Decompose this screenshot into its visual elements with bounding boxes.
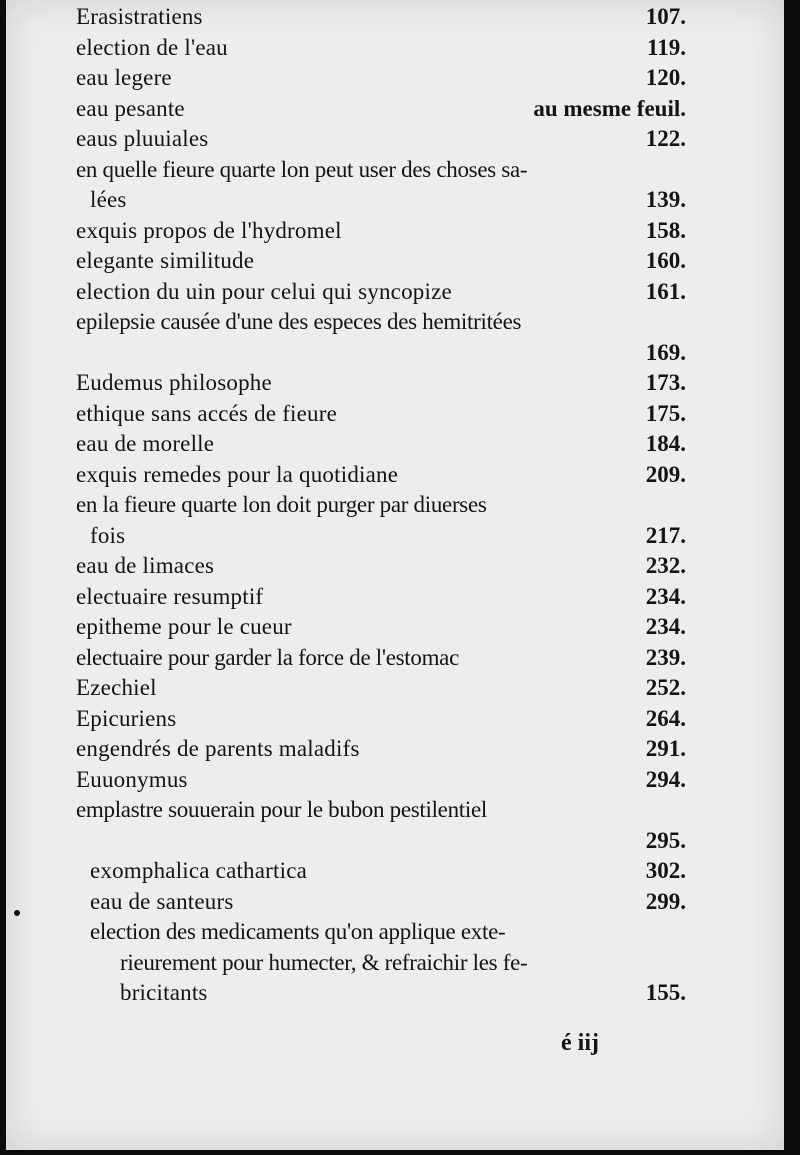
signature-mark: é iij	[561, 1030, 599, 1056]
entry-text: eau de santeurs	[90, 888, 234, 914]
entry-text: exquis remedes pour la quotidiane	[76, 461, 399, 487]
index-entry	[76, 2, 688, 33]
entry-text: epitheme pour le cueur	[76, 614, 292, 639]
entry-text: Euuonymus	[76, 766, 188, 792]
entry-text: lées	[90, 187, 127, 212]
entry-page: 294.	[645, 766, 686, 792]
index-entry	[76, 460, 688, 491]
index-entry	[76, 521, 688, 552]
entry-text: en la fieure quarte lon doit purger par diuerses	[76, 492, 487, 517]
entry-text: elegante similitude	[76, 248, 255, 273]
entry-text: exomphalica cathartica	[90, 858, 308, 883]
entry-page: 234.	[645, 583, 686, 609]
index-entry	[76, 856, 688, 887]
entry-page: 161.	[645, 278, 686, 304]
entry-text: Eudemus philosophe	[76, 370, 272, 395]
entry-page: 120.	[645, 65, 686, 90]
index-entry	[76, 33, 688, 64]
entry-page: 239.	[645, 644, 686, 670]
entry-text: electuaire pour garder la force de l'estomac	[76, 644, 460, 670]
entry-text: exquis propos de l'hydromel	[76, 217, 342, 243]
index-entry	[76, 94, 688, 125]
entry-text: eau de limaces	[76, 553, 215, 578]
entry-text: Ezechiel	[76, 675, 157, 700]
index-entry	[76, 307, 688, 338]
index-entries	[76, 2, 688, 1009]
entry-page: au mesme feuil.	[533, 95, 686, 121]
entry-text: election du uin pour celui qui syncopize	[76, 278, 452, 304]
index-entry	[76, 826, 688, 857]
entry-page: 302.	[645, 858, 686, 883]
entry-text: en quelle fieure quarte lon peut user des choses sa-	[76, 156, 528, 182]
index-entry	[76, 429, 688, 460]
entry-text: eau legere	[76, 65, 172, 90]
entry-text: electuaire resumptif	[76, 583, 264, 609]
index-entry	[76, 582, 688, 613]
entry-page: 291.	[645, 736, 686, 761]
index-entry	[76, 765, 688, 796]
index-entry	[76, 704, 688, 735]
entry-page: 122.	[645, 126, 686, 151]
entry-text: election des medicaments qu'on applique exte-	[90, 919, 506, 944]
index-entry	[76, 155, 688, 186]
entry-page: 299.	[645, 888, 686, 914]
entry-text: bricitants	[120, 980, 208, 1005]
entry-text: emplastre souuerain pour le bubon pestilentiel	[76, 797, 487, 822]
entry-page: 217.	[645, 522, 686, 548]
index-entry	[76, 643, 688, 674]
entry-page: 169.	[645, 339, 686, 365]
entry-page: 139.	[645, 187, 686, 212]
index-entry	[76, 673, 688, 704]
index-entry	[76, 216, 688, 247]
entry-page: 175.	[645, 400, 686, 426]
entry-text: eaus pluuiales	[76, 126, 209, 151]
index-entry	[76, 978, 688, 1009]
entry-text: rieurement pour humecter, & refraichir les fe-	[120, 949, 528, 975]
index-entry	[76, 551, 688, 582]
entry-page: 234.	[645, 614, 686, 639]
entry-page: 119.	[647, 34, 686, 60]
entry-text: engendrés de parents maladifs	[76, 736, 360, 761]
entry-text: eau pesante	[76, 95, 185, 121]
index-entry	[76, 185, 688, 216]
entry-page: 232.	[645, 553, 686, 578]
entry-page: 264.	[645, 705, 686, 731]
index-entry	[76, 368, 688, 399]
index-entry	[76, 795, 688, 826]
entry-text: Erasistratiens	[76, 4, 203, 29]
entry-page: 295.	[645, 827, 686, 853]
entry-text: Epicuriens	[76, 705, 177, 731]
entry-text: eau de morelle	[76, 431, 215, 456]
entry-page: 252.	[645, 675, 686, 700]
entry-page: 184.	[645, 431, 686, 456]
entry-page: 160.	[645, 248, 686, 273]
index-entry	[76, 399, 688, 430]
index-entry	[76, 124, 688, 155]
entry-text: epilepsie causée d'une des especes des hemitritées	[76, 309, 522, 334]
index-entry	[76, 277, 688, 308]
entry-text: fois	[90, 522, 126, 548]
index-entry	[76, 948, 688, 979]
ink-dot	[14, 910, 20, 916]
entry-page: 209.	[645, 461, 686, 487]
index-entry	[76, 887, 688, 918]
index-entry	[76, 338, 688, 369]
index-entry	[76, 246, 688, 277]
index-entry	[76, 734, 688, 765]
index-entry	[76, 612, 688, 643]
entry-page: 155.	[645, 980, 686, 1005]
index-entry	[76, 917, 688, 948]
book-page	[6, 0, 784, 1150]
index-entry	[76, 490, 688, 521]
entry-page: 107.	[645, 4, 686, 29]
entry-page: 173.	[645, 370, 686, 395]
entry-text: election de l'eau	[76, 34, 228, 60]
entry-text: ethique sans accés de fieure	[76, 400, 338, 426]
index-entry	[76, 63, 688, 94]
entry-page: 158.	[645, 217, 686, 243]
